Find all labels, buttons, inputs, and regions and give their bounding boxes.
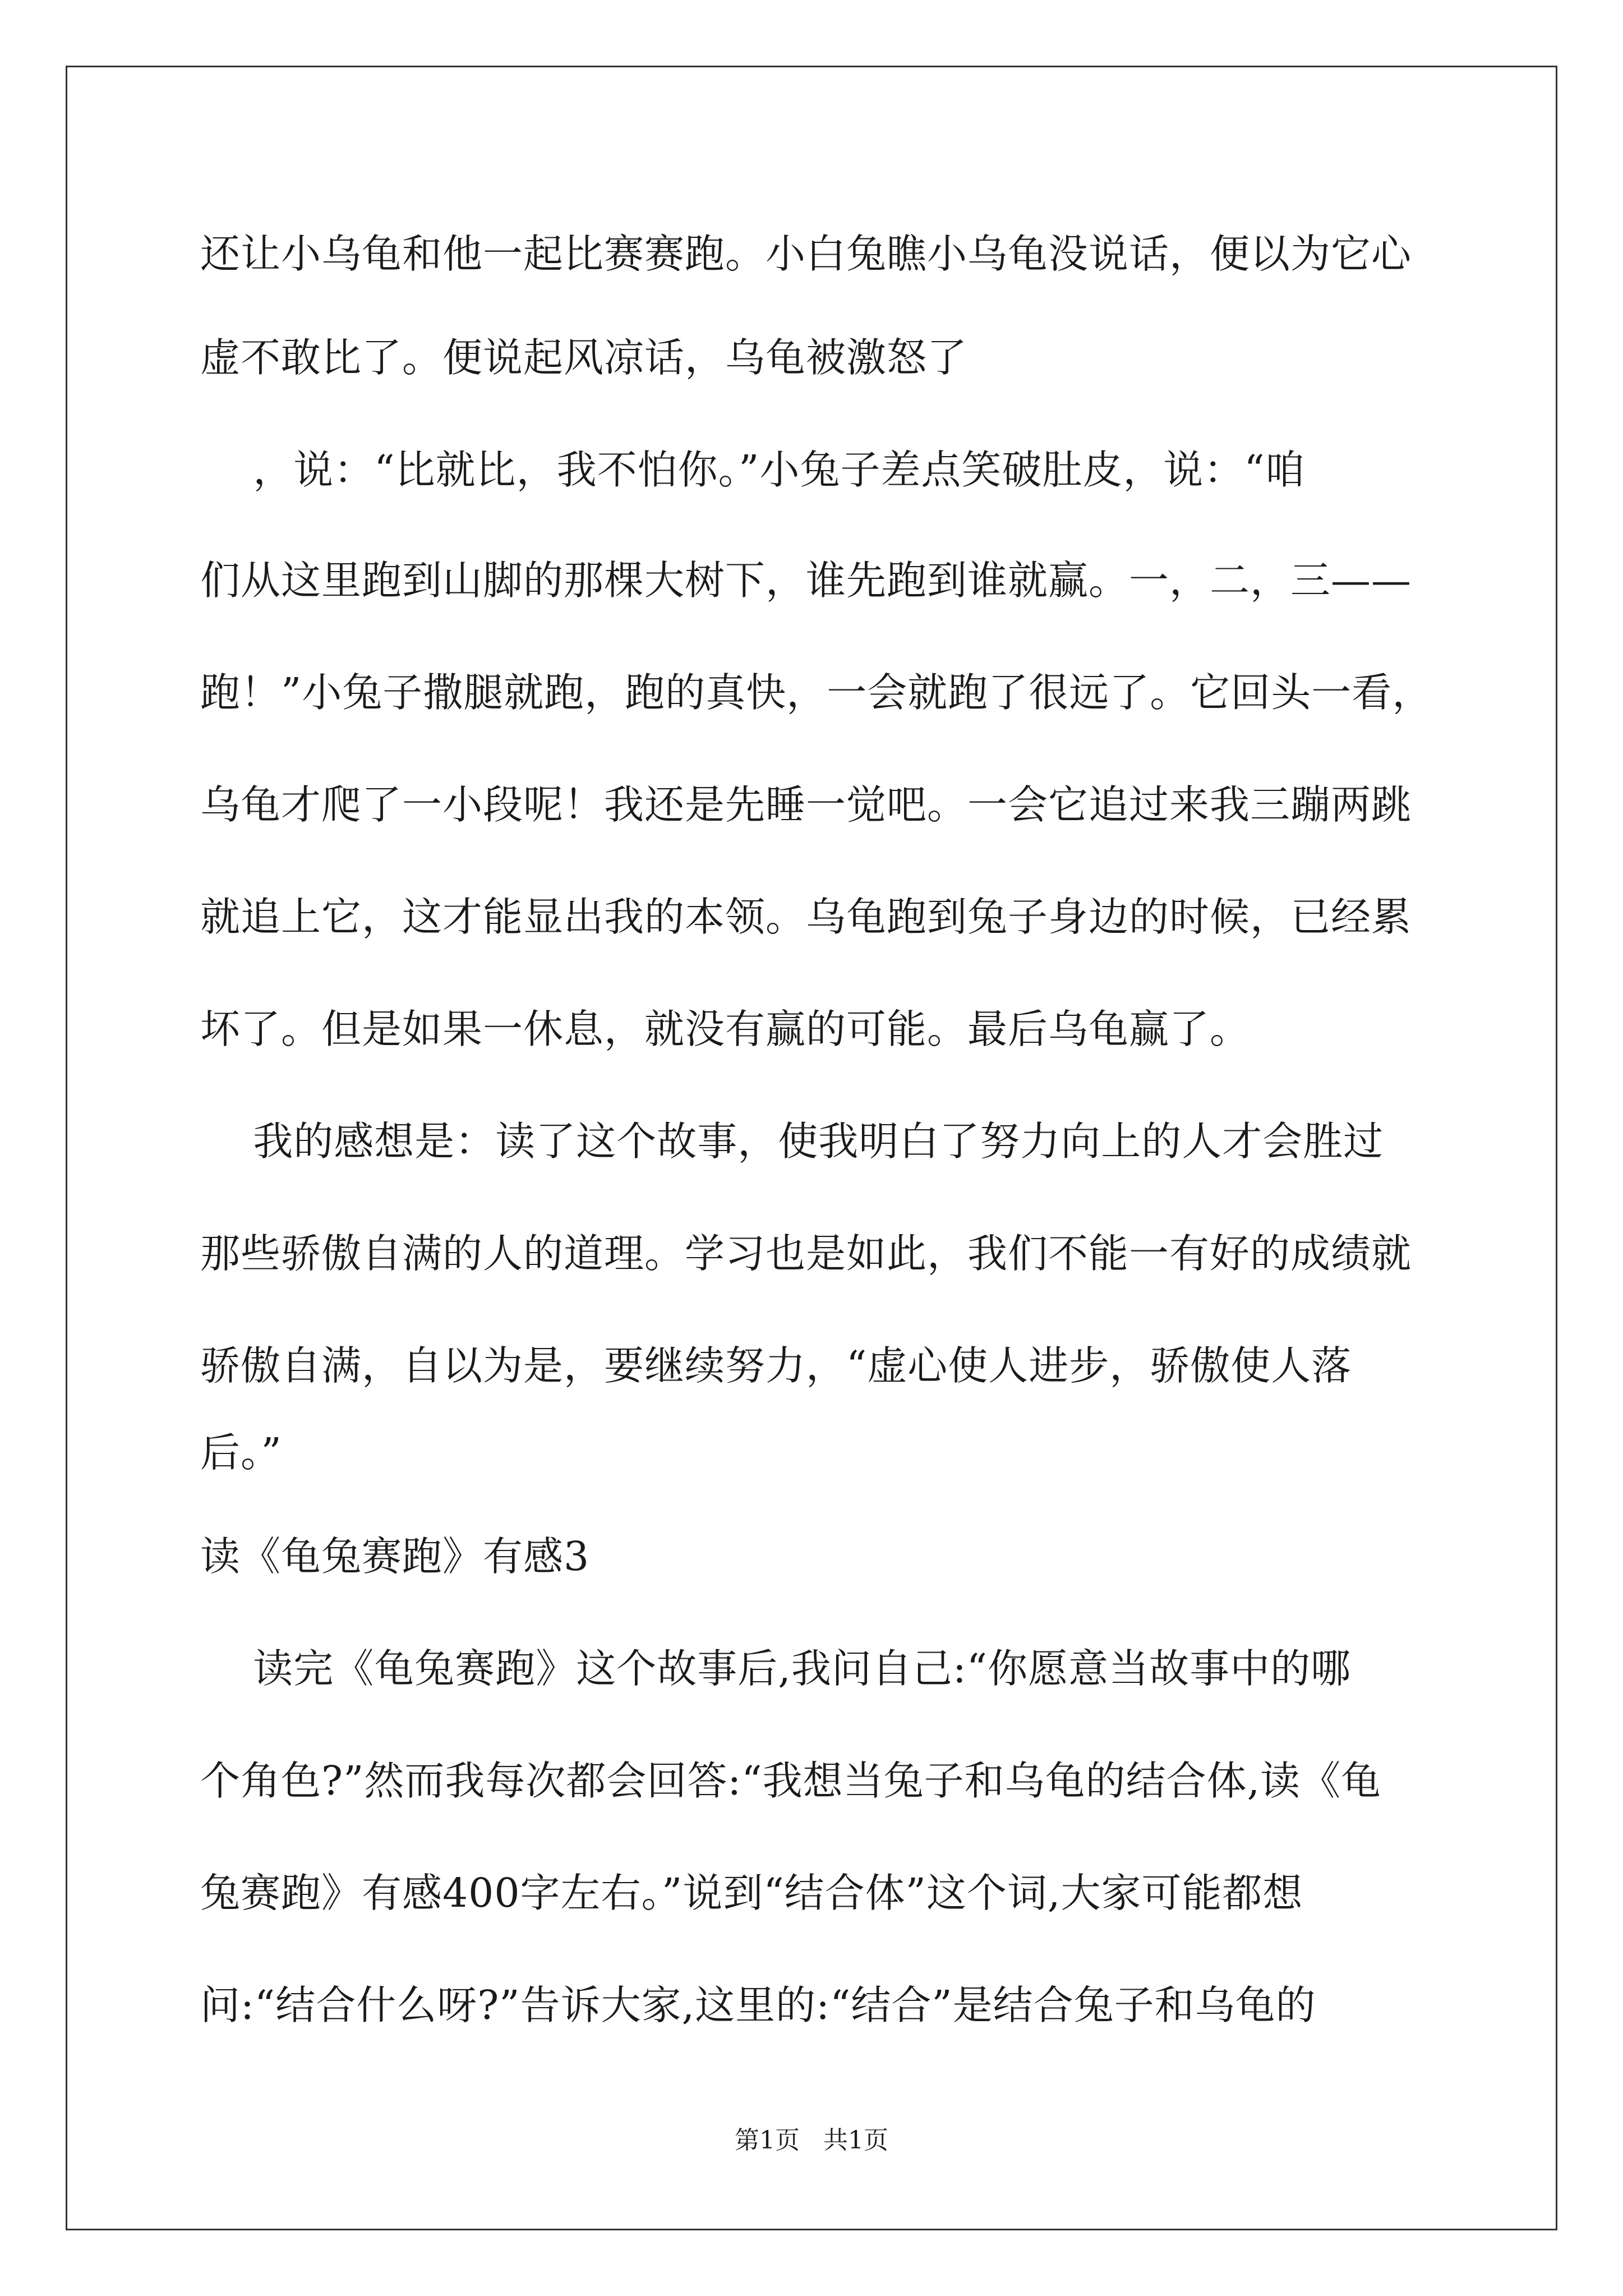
section-heading: 读《龟兔赛跑》有感3 xyxy=(200,1533,590,1580)
text-line: 我的感想是：读了这个故事，使我明白了努力向上的人才会胜过 xyxy=(200,1118,1384,1165)
page-footer: 第1页 共1页 xyxy=(735,2126,888,2155)
text-line: 那些骄傲自满的人的道理。学习也是如此，我们不能一有好的成绩就 xyxy=(200,1230,1412,1277)
text-line: 骄傲自满，自以为是，要继续努力，“虚心使人进步，骄傲使人落 xyxy=(200,1342,1352,1389)
text-line: 读完《龟兔赛跑》这个故事后,我问自己:“你愿意当故事中的哪 xyxy=(200,1645,1352,1692)
text-line: 们从这里跑到山脚的那棵大树下，谁先跑到谁就赢。一，二，三—— xyxy=(200,557,1412,604)
text-line: ，说：“比就比，我不怕你。”小兔子差点笑破肚皮，说：“咱 xyxy=(200,447,1306,493)
text-line: 问:“结合什么呀?”告诉大家,这里的:“结合”是结合兔子和乌龟的 xyxy=(200,1982,1316,2028)
text-line: 兔赛跑》有感400字左右。”说到“结合体”这个词,大家可能都想 xyxy=(200,1870,1303,1916)
text-line: 后。” xyxy=(200,1429,282,1476)
text-line: 个角色?”然而我每次都会回答:“我想当兔子和乌龟的结合体,读《龟 xyxy=(200,1757,1382,1804)
text-line: 虚不敢比了。便说起风凉话，乌龟被激怒了 xyxy=(200,334,968,381)
text-line: 跑！”小兔子撒腿就跑，跑的真快，一会就跑了很远了。它回头一看， xyxy=(200,669,1433,716)
text-line: 坏了。但是如果一休息，就没有赢的可能。最后乌龟赢了。 xyxy=(200,1006,1251,1052)
text-line: 乌龟才爬了一小段呢！我还是先睡一觉吧。一会它追过来我三蹦两跳 xyxy=(200,781,1412,828)
text-line: 还让小乌龟和他一起比赛赛跑。小白兔瞧小乌龟没说话，便以为它心 xyxy=(200,231,1412,277)
text-line: 就追上它，这才能显出我的本领。乌龟跑到兔子身边的时候，已经累 xyxy=(200,894,1412,940)
